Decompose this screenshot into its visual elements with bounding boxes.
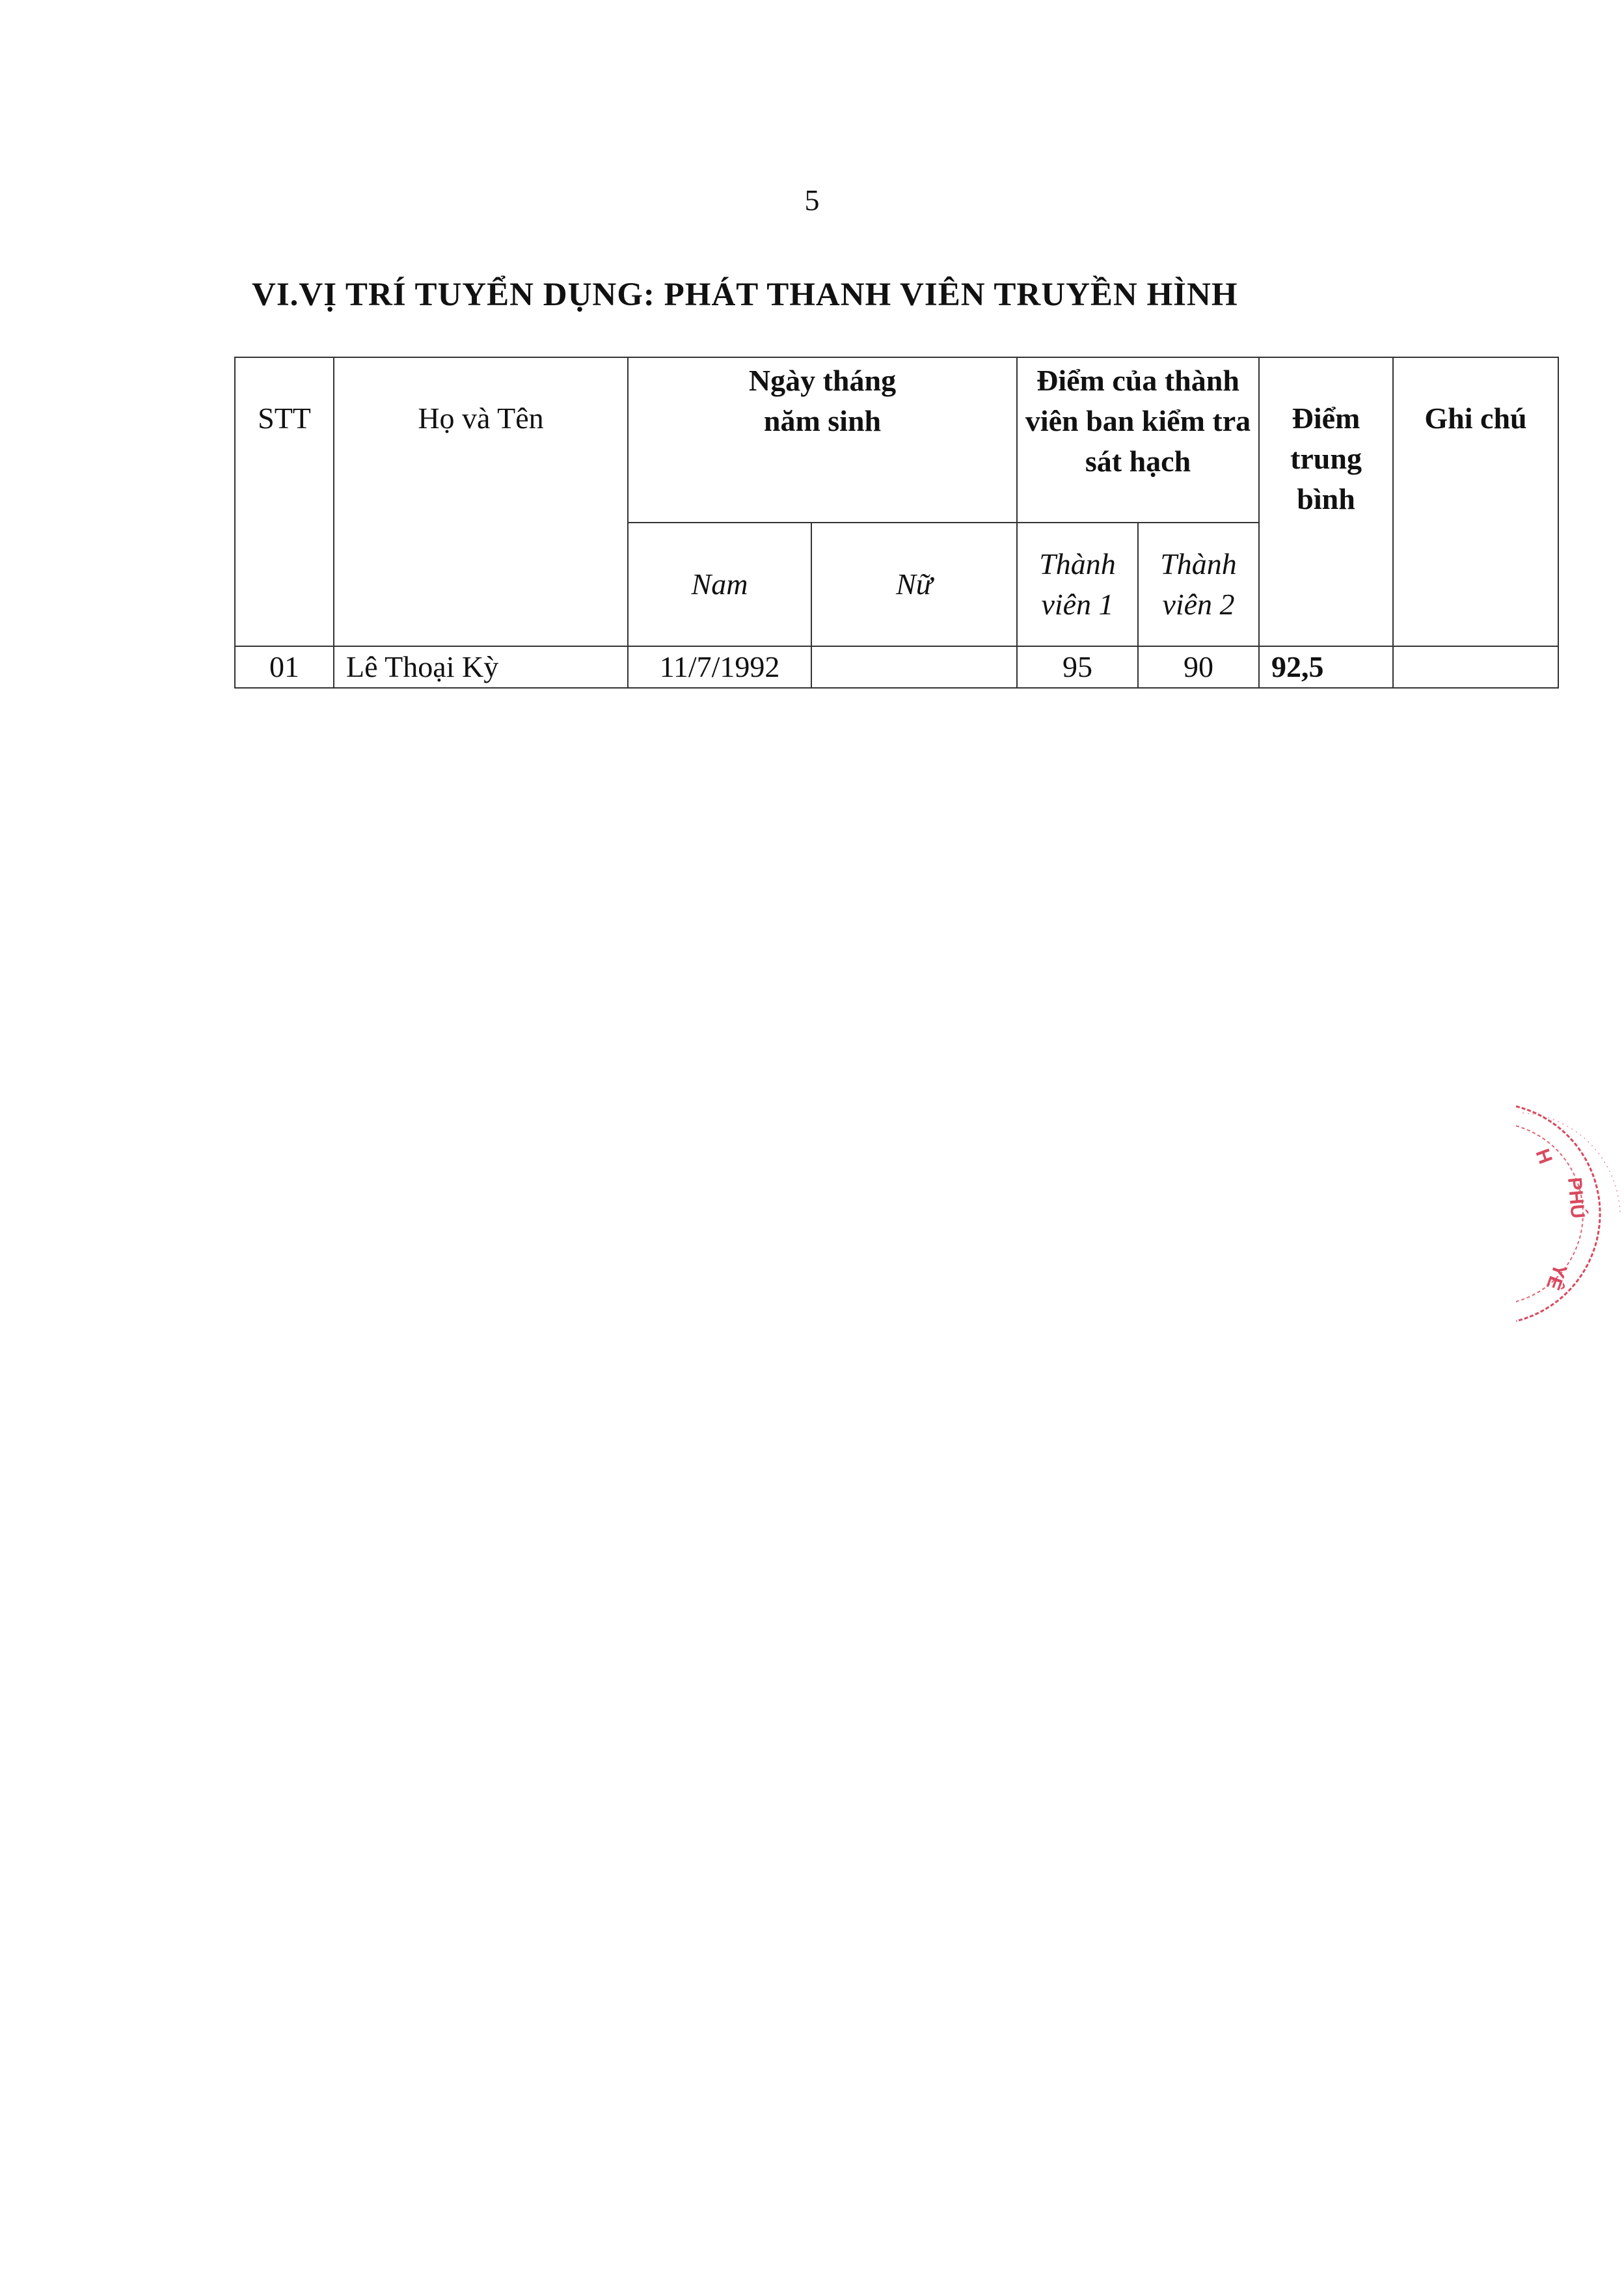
svg-text:H: H bbox=[1531, 1146, 1556, 1167]
header-stt: STT bbox=[235, 357, 334, 646]
header-note: Ghi chú bbox=[1393, 357, 1558, 646]
cell-note bbox=[1393, 646, 1558, 688]
cell-dob-male: 11/7/1992 bbox=[628, 646, 811, 688]
table-row bbox=[235, 646, 1558, 688]
subheader-member2: Thành viên 2 bbox=[1138, 523, 1259, 646]
cell-member2: 90 bbox=[1138, 646, 1259, 688]
cell-member1: 95 bbox=[1017, 646, 1138, 688]
svg-text:YÊ: YÊ bbox=[1541, 1261, 1571, 1293]
header-dob-text: Ngày tháng năm sinh bbox=[748, 364, 897, 437]
cell-name: Lê Thoại Kỳ bbox=[334, 646, 628, 688]
cell-dob-female bbox=[811, 646, 1017, 688]
header-row bbox=[235, 357, 1558, 523]
cell-stt: 01 bbox=[235, 646, 334, 688]
subheader-member1: Thành viên 1 bbox=[1017, 523, 1138, 646]
page-number: 5 bbox=[804, 184, 820, 217]
header-dob bbox=[628, 357, 1017, 523]
official-seal-stamp bbox=[1516, 1100, 1624, 1328]
header-name: Họ và Tên bbox=[334, 357, 628, 646]
svg-text:PHÚ: PHÚ bbox=[1563, 1176, 1589, 1220]
header-average-text: Điểm trung bình bbox=[1290, 402, 1362, 515]
header-scores: Điểm của thành viên ban kiểm tra sát hạch bbox=[1017, 357, 1259, 523]
subheader-female: Nữ bbox=[811, 523, 1017, 646]
section-title: VI.VỊ TRÍ TUYỂN DỤNG: PHÁT THANH VIÊN TRUYỀN HÌNH bbox=[252, 277, 1238, 313]
subheader-male: Nam bbox=[628, 523, 811, 646]
cell-average: 92,5 bbox=[1259, 646, 1393, 688]
results-table bbox=[234, 357, 1559, 689]
header-average bbox=[1259, 357, 1393, 646]
